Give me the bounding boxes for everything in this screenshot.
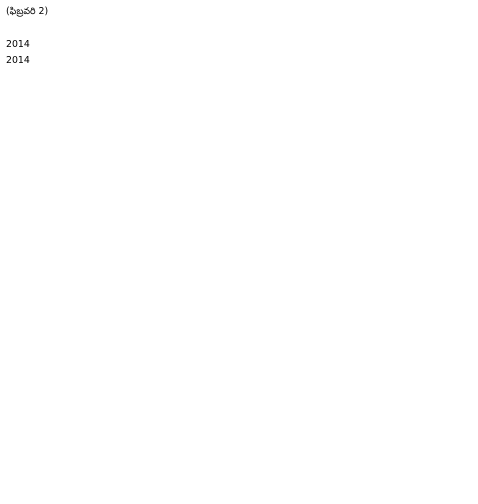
text-line: 2014 (6, 38, 30, 50)
paragraph-7 (6, 37, 472, 70)
text-line: 2014 (6, 55, 30, 67)
text-line: (ఫిబ్రవరి 2) (6, 6, 49, 17)
paragraph-gap (6, 21, 472, 37)
paragraph-1 (6, 4, 472, 21)
